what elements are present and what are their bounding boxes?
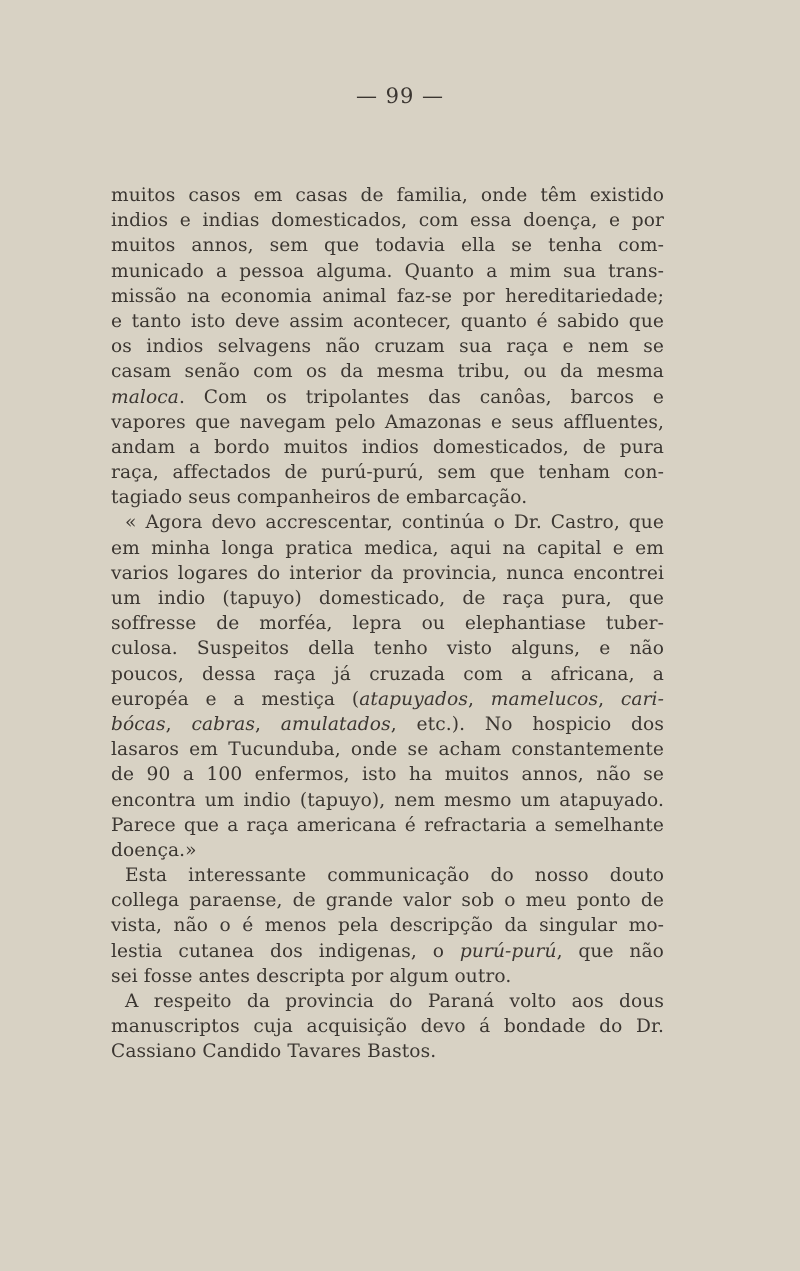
- text-line: [111, 662, 664, 687]
- text-line: [111, 586, 664, 611]
- body-text: [111, 183, 664, 1065]
- text-span: Cassiano Candido Tavares Bastos.: [111, 1041, 437, 1063]
- italic-text: cabras: [191, 713, 255, 735]
- text-span: « Agora devo accrescentar, continúa o Dr. Castro, que: [125, 512, 664, 534]
- text-span: os indios selvagens não cruzam sua raça e nem se: [111, 336, 664, 358]
- text-span: de 90 a 100 enfermos, isto ha muitos annos, não se: [111, 764, 664, 786]
- text-span: collega paraense, de grande valor sob o meu ponto de: [111, 890, 664, 912]
- text-span: lasaros em Tucunduba, onde se acham constantemente: [111, 739, 664, 761]
- text-line: [111, 208, 664, 233]
- text-line: [111, 561, 664, 586]
- text-line: [111, 359, 664, 384]
- text-line: [111, 687, 664, 712]
- text-span: casam senão com os da mesma tribu, ou da mesma: [111, 361, 664, 383]
- text-line: [111, 1039, 664, 1064]
- text-span: tagiado seus companheiros de embarcação.: [111, 487, 528, 509]
- text-span: muitos casos em casas de familia, onde têm existido: [111, 185, 664, 206]
- text-span: varios logares do interior da provincia, nunca encontrei: [111, 562, 664, 584]
- text-line: [111, 435, 664, 460]
- text-line: [111, 964, 664, 989]
- italic-text: maloca: [111, 386, 179, 408]
- text-span: . Com os tripolantes das canôas, barcos e: [178, 386, 664, 408]
- text-line: [111, 309, 664, 334]
- text-span: sei fosse antes descripta por algum outro.: [111, 965, 512, 987]
- text-line: [111, 485, 664, 510]
- text-span: indios e indias domesticados, com essa doença, e por: [111, 210, 664, 232]
- text-line: [111, 259, 664, 284]
- text-line: [111, 762, 664, 787]
- text-span: em minha longa pratica medica, aqui na capital e em: [111, 537, 664, 559]
- italic-text: mamelucos: [490, 688, 599, 710]
- text-span: européa e a mestiça (: [111, 688, 360, 710]
- text-line: [111, 712, 664, 737]
- text-line: [111, 385, 664, 410]
- text-line: [111, 536, 664, 561]
- text-span: ,: [254, 713, 281, 735]
- text-span: encontra um indio (tapuyo), nem mesmo um atapuyado.: [111, 789, 664, 811]
- text-line: [111, 888, 664, 913]
- page-number: — 99 —: [355, 84, 445, 108]
- text-line: [111, 284, 664, 309]
- text-span: culosa. Suspeitos della tenho visto alguns, e não: [111, 638, 664, 660]
- text-span: ,: [467, 688, 491, 710]
- italic-text: purú-purú: [459, 940, 557, 962]
- text-span: Esta interessante communicação do nosso douto: [125, 865, 664, 887]
- italic-text: amulatados: [280, 713, 391, 735]
- text-line: [111, 788, 664, 813]
- text-span: vapores que navegam pelo Amazonas e seus affluentes,: [111, 411, 664, 433]
- text-line: [111, 233, 664, 258]
- text-line: [111, 636, 664, 661]
- text-span: manuscriptos cuja acquisição devo á bondade do Dr.: [111, 1016, 664, 1038]
- text-line: [111, 863, 664, 888]
- text-line: [111, 813, 664, 838]
- text-span: um indio (tapuyo) domesticado, de raça pura, que: [111, 588, 664, 609]
- text-span: poucos, dessa raça já cruzada com a africana, a: [111, 663, 664, 685]
- text-line: [111, 989, 664, 1014]
- text-line: [111, 939, 664, 964]
- text-line: [111, 460, 664, 485]
- text-span: , etc.). No hospicio dos: [390, 713, 664, 735]
- text-line: [111, 737, 664, 762]
- text-span: ,: [165, 713, 192, 735]
- text-span: raça, affectados de purú-purú, sem que tenham con-: [111, 462, 664, 484]
- text-line: [111, 183, 664, 208]
- text-line: [111, 334, 664, 359]
- text-span: lestia cutanea dos indigenas, o: [111, 940, 460, 962]
- text-span: muitos annos, sem que todavia ella se tenha com-: [111, 235, 664, 257]
- text-span: soffresse de morféa, lepra ou elephantiase tuber-: [111, 613, 664, 635]
- text-line: [111, 838, 664, 863]
- italic-text: bócas: [111, 713, 166, 735]
- text-line: [111, 1014, 664, 1039]
- text-line: [111, 510, 664, 535]
- text-span: e tanto isto deve assim acontecer, quanto é sabido que: [111, 310, 664, 332]
- text-line: [111, 611, 664, 636]
- text-line: [111, 913, 664, 938]
- text-span: , que não: [556, 940, 664, 962]
- text-span: Parece que a raça americana é refractaria a semelhante: [111, 814, 664, 836]
- text-span: vista, não o é menos pela descripção da singular mo-: [111, 915, 664, 937]
- text-span: A respeito da provincia do Paraná volto aos dous: [125, 991, 664, 1012]
- text-span: doença.»: [111, 839, 197, 861]
- text-span: ,: [598, 688, 621, 710]
- text-line: [111, 410, 664, 435]
- text-span: missão na economia animal faz-se por hereditariedade;: [111, 285, 664, 307]
- italic-text: atapuyados: [359, 688, 468, 710]
- text-span: andam a bordo muitos indios domesticados, de pura: [111, 436, 664, 458]
- italic-text: cari-: [620, 688, 664, 710]
- text-span: municado a pessoa alguma. Quanto a mim sua trans-: [111, 260, 664, 282]
